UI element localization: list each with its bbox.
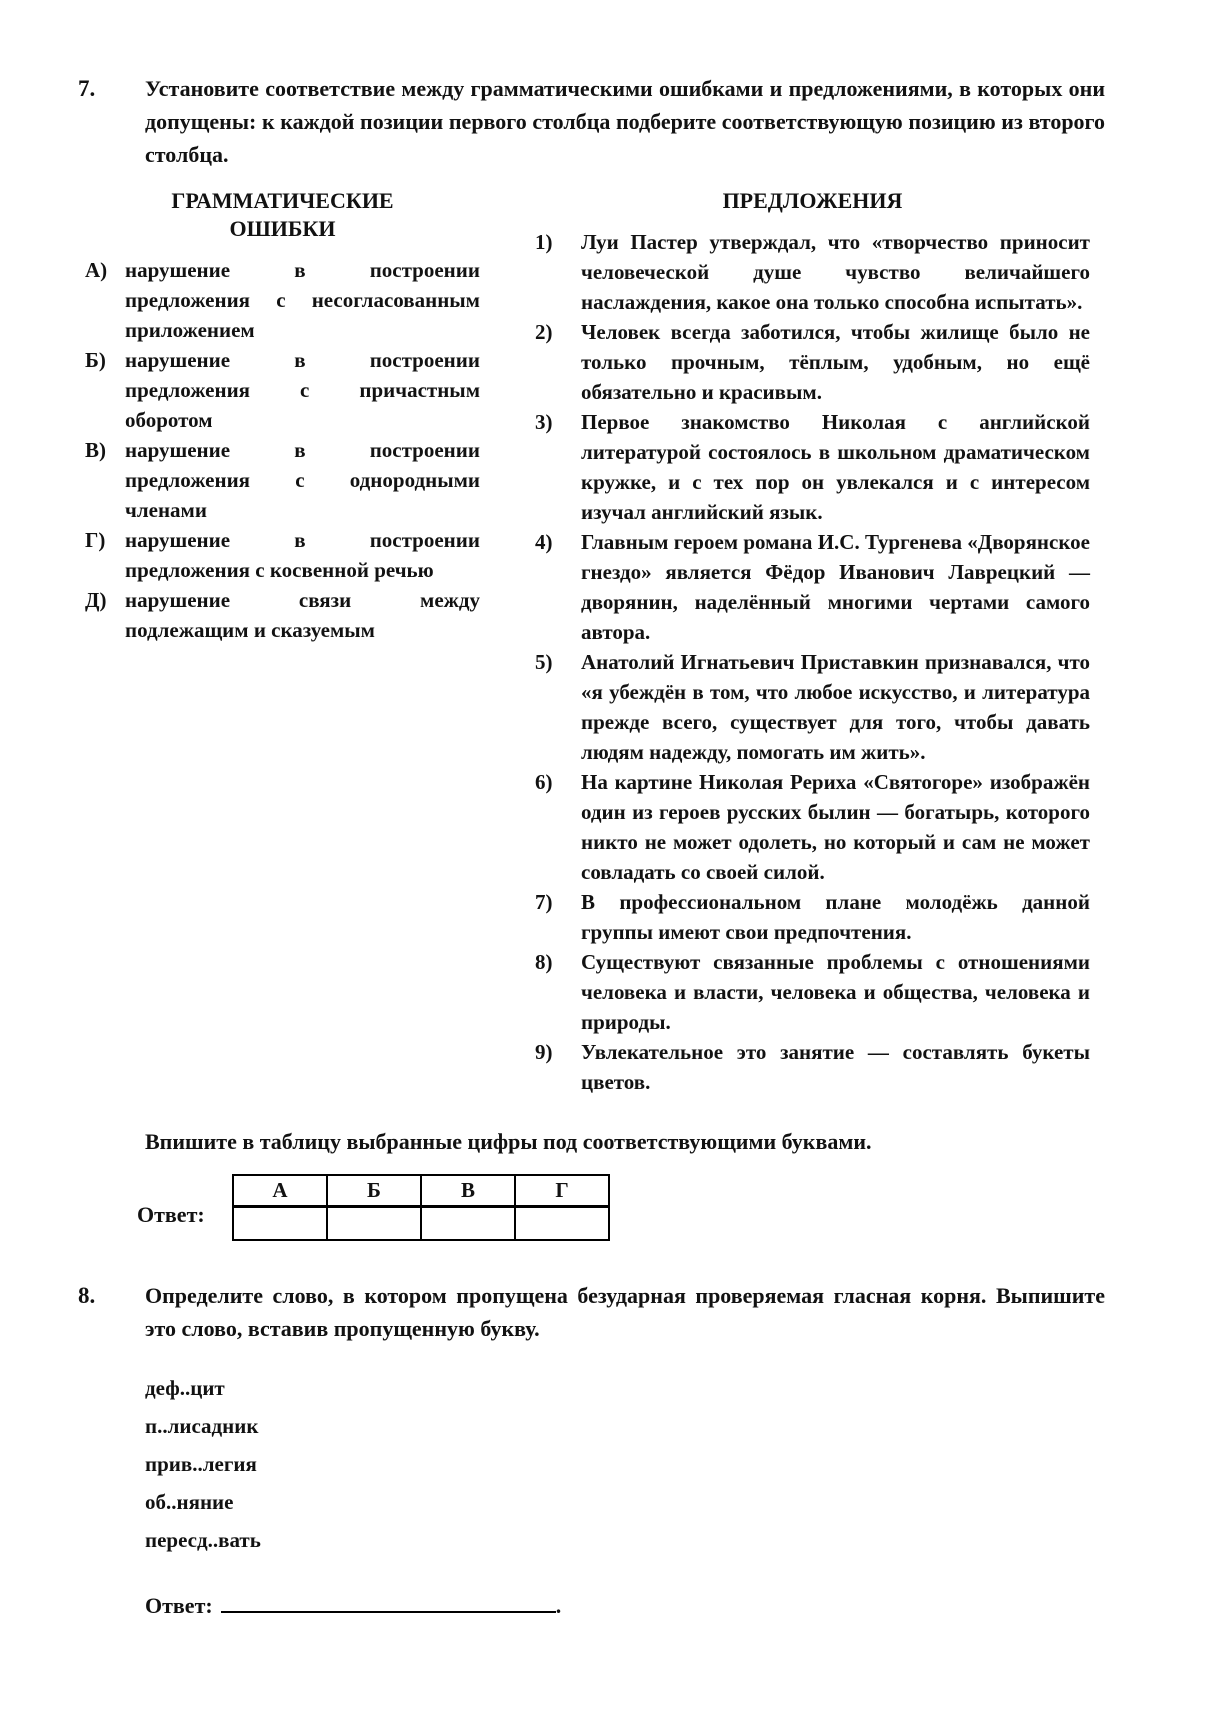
column-header-grammar-errors — [85, 187, 480, 243]
task-8-intro: Определите слово, в котором пропущена безударная проверяемая гласная корня. Выпишите это слово, вставив пропущенную букву. — [145, 1283, 1105, 1341]
error-item-text: нарушение в построении предложения с однородными членами — [125, 438, 480, 522]
error-item-label: А) — [85, 258, 108, 282]
error-item-label: В) — [85, 438, 106, 462]
sentences-column — [535, 187, 1090, 1097]
answer-table-header-cell: Б — [327, 1175, 421, 1207]
word-option: прив..легия — [145, 1452, 257, 1476]
word-options-list — [145, 1369, 1105, 1559]
answer-table-header-cell: В — [421, 1175, 515, 1207]
task-8-number: 8. — [78, 1283, 96, 1308]
task-7-body — [85, 72, 1105, 1241]
sentence-item-text: Увлекательное это занятие — составлять букеты цветов. — [581, 1040, 1090, 1094]
task-7-intro: Установите соответствие между грамматическими ошибками и предложениями, в которых они допущены: к каждой позиции первого столбца подберите соответствующую позицию из второго столбца. — [145, 76, 1105, 167]
answer-table-header-cell: А — [233, 1175, 327, 1207]
sentence-item — [535, 317, 1090, 407]
sentence-item — [535, 647, 1090, 767]
answer-table-header-row — [233, 1175, 609, 1207]
task-7-number: 7. — [78, 76, 96, 101]
sentence-item — [535, 407, 1090, 527]
word-option: деф..цит — [145, 1376, 225, 1400]
sentence-item-label: 1) — [535, 230, 553, 254]
sentence-item-label: 9) — [535, 1040, 553, 1064]
answer-table-input-cell — [233, 1207, 327, 1241]
answer-table-input-cell — [515, 1207, 609, 1241]
error-item-text: нарушение в построении предложения с косвенной речью — [125, 528, 480, 582]
answer-table-input-cell — [421, 1207, 515, 1241]
column-header-grammar-errors-line2: ОШИБКИ — [229, 216, 336, 241]
error-item-label: Г) — [85, 528, 106, 552]
answer-label: Ответ: — [137, 1201, 205, 1227]
task-8-body — [145, 1279, 1105, 1622]
sentence-item-text: На картине Николая Рериха «Святогоре» изображён один из героев русских былин — богатырь, которого никто не может одолеть, но который и сам не может совладать со своей силой. — [581, 770, 1090, 884]
word-option: п..лисадник — [145, 1414, 259, 1438]
sentence-item-text: Первое знакомство Николая с английской литературой состоялось в школьном драматическом кружке, и с тех пор он увлекался и с интересом изучал английский язык. — [581, 410, 1090, 524]
column-header-grammar-errors-line1: ГРАММАТИЧЕСКИЕ — [171, 188, 394, 213]
sentence-item-text: Луи Пастер утверждал, что «творчество приносит человеческой душе чувство величайшего наслаждения, какое она только способна испытать». — [581, 230, 1090, 314]
error-item-text: нарушение связи между подлежащим и сказуемым — [125, 588, 480, 642]
task-8-section — [78, 1279, 1164, 1622]
answer-table-row — [137, 1174, 1105, 1241]
error-item-label: Б) — [85, 348, 106, 372]
sentence-item-text: Человек всегда заботился, чтобы жилище было не только прочным, тёплым, удобным, но ещё обязательно и красивым. — [581, 320, 1090, 404]
answer-blank — [221, 1591, 556, 1613]
grammar-errors-column — [85, 187, 480, 1097]
error-item — [85, 525, 480, 585]
sentence-item — [535, 767, 1090, 887]
answer-table-value-row — [233, 1207, 609, 1241]
sentence-item — [535, 527, 1090, 647]
sentence-item-label: 6) — [535, 770, 553, 794]
answer-label: Ответ: — [145, 1593, 213, 1618]
answer-line — [145, 1589, 1105, 1622]
error-item — [85, 585, 480, 645]
word-option: об..няние — [145, 1490, 234, 1514]
answer-table-input-cell — [327, 1207, 421, 1241]
answer-table-header-cell: Г — [515, 1175, 609, 1207]
error-item-text: нарушение в построении предложения с несогласованным приложением — [125, 258, 480, 342]
column-gap — [480, 187, 535, 1097]
sentence-item-label: 8) — [535, 950, 553, 974]
sentence-item-text: Анатолий Игнатьевич Приставкин признавался, что «я убеждён в том, что любое искусство, и литература прежде всего, существует для того, чтобы давать людям надежду, помогать им жить». — [581, 650, 1090, 764]
error-item — [85, 255, 480, 345]
sentence-item — [535, 227, 1090, 317]
sentence-item-text: Главным героем романа И.С. Тургенева «Дворянское гнездо» является Фёдор Иванович Лаврецкий — дворянин, наделённый многими чертами самого автора. — [581, 530, 1090, 644]
sentence-item-text: Существуют связанные проблемы с отношениями человека и власти, человека и общества, человека и природы. — [581, 950, 1090, 1034]
word-option: пересд..вать — [145, 1528, 261, 1552]
sentence-item-label: 5) — [535, 650, 553, 674]
error-item-text: нарушение в построении предложения с причастным оборотом — [125, 348, 480, 432]
matching-columns — [85, 187, 1090, 1097]
fill-instruction: Впишите в таблицу выбранные цифры под соответствующими буквами. — [145, 1129, 872, 1154]
answer-line-period: . — [555, 1593, 562, 1618]
answer-table — [232, 1174, 610, 1241]
sentence-item-label: 4) — [535, 530, 553, 554]
sentence-item — [535, 1037, 1090, 1097]
error-item — [85, 345, 480, 435]
error-item — [85, 435, 480, 525]
sentence-item — [535, 947, 1090, 1037]
error-item-label: Д) — [85, 588, 107, 612]
sentence-item — [535, 887, 1090, 947]
column-header-sentences: ПРЕДЛОЖЕНИЯ — [722, 188, 903, 213]
sentence-item-label: 2) — [535, 320, 553, 344]
sentence-item-label: 3) — [535, 410, 553, 434]
sentence-item-label: 7) — [535, 890, 553, 914]
task-7-section — [78, 72, 1164, 1241]
sentence-item-text: В профессиональном плане молодёжь данной группы имеют свои предпочтения. — [581, 890, 1090, 944]
